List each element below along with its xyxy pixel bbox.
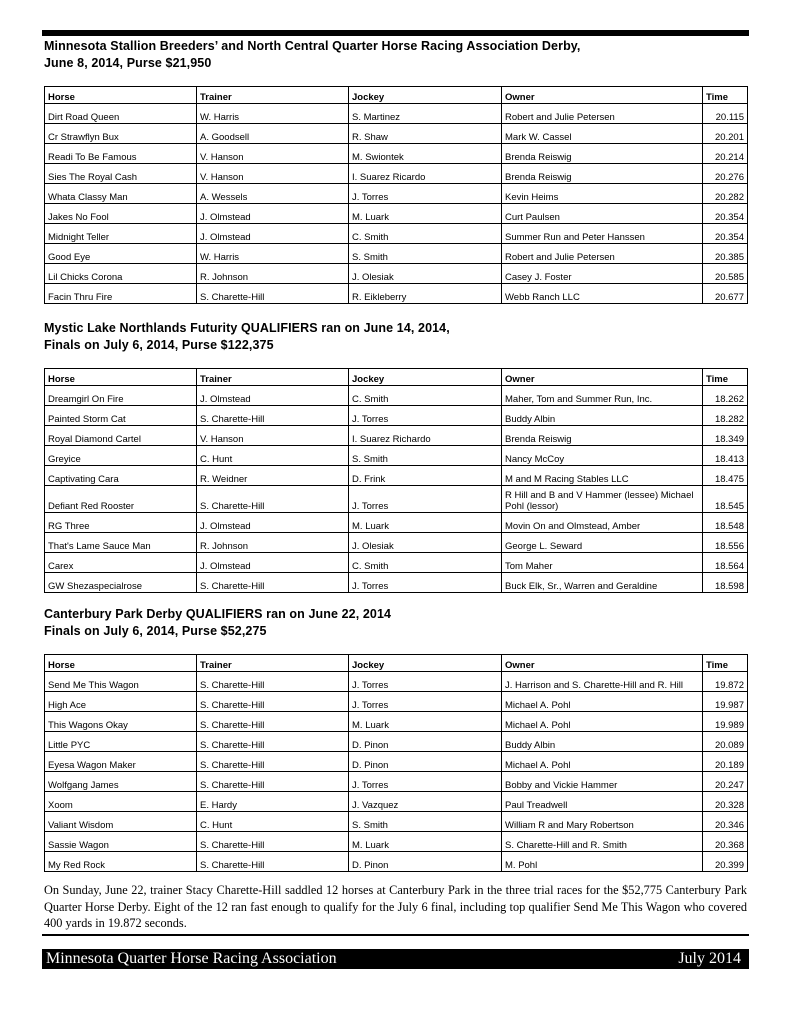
table-row — [45, 752, 748, 772]
section-title-line1: Minnesota Stallion Breeders’ and North Central Quarter Horse Racing Association Derby, — [44, 39, 581, 53]
time-cell: 20.399 — [703, 852, 748, 872]
owner-cell: Robert and Julie Petersen — [502, 104, 703, 124]
owner-cell: Brenda Reiswig — [502, 164, 703, 184]
column-header-owner: Owner — [502, 87, 703, 104]
time-cell: 20.354 — [703, 204, 748, 224]
trainer-cell: W. Harris — [197, 244, 349, 264]
footer-organization: Minnesota Quarter Horse Racing Association — [46, 950, 337, 967]
time-cell: 18.282 — [703, 406, 748, 426]
table-row — [45, 486, 748, 513]
time-cell: 20.346 — [703, 812, 748, 832]
section-title-line2: June 8, 2014, Purse $21,950 — [44, 56, 212, 70]
column-header-time: Time — [703, 369, 748, 386]
trainer-cell: S. Charette-Hill — [197, 832, 349, 852]
footer-date: July 2014 — [678, 950, 741, 967]
owner-cell: Summer Run and Peter Hanssen — [502, 224, 703, 244]
table-row — [45, 124, 748, 144]
owner-cell: Buck Elk, Sr., Warren and Geraldine — [502, 573, 703, 593]
table-row — [45, 104, 748, 124]
trainer-cell: S. Charette-Hill — [197, 486, 349, 513]
horse-cell: Painted Storm Cat — [45, 406, 197, 426]
owner-cell: William R and Mary Robertson — [502, 812, 703, 832]
trainer-cell: S. Charette-Hill — [197, 406, 349, 426]
table-header-row — [45, 655, 748, 672]
trainer-cell: J. Olmstead — [197, 386, 349, 406]
horse-cell: Sies The Royal Cash — [45, 164, 197, 184]
table-row — [45, 533, 748, 553]
trainer-cell: J. Olmstead — [197, 513, 349, 533]
footer-rule — [42, 934, 749, 936]
table-row — [45, 792, 748, 812]
column-header-owner: Owner — [502, 369, 703, 386]
horse-cell: RG Three — [45, 513, 197, 533]
jockey-cell: C. Smith — [349, 224, 502, 244]
horse-cell: Xoom — [45, 792, 197, 812]
owner-cell: M. Pohl — [502, 852, 703, 872]
trainer-cell: V. Hanson — [197, 144, 349, 164]
table-row — [45, 144, 748, 164]
jockey-cell: J. Torres — [349, 573, 502, 593]
trainer-cell: R. Weidner — [197, 466, 349, 486]
time-cell: 20.201 — [703, 124, 748, 144]
section-canterbury-derby — [44, 606, 748, 872]
time-cell: 18.556 — [703, 533, 748, 553]
jockey-cell: J. Vazquez — [349, 792, 502, 812]
horse-cell: Good Eye — [45, 244, 197, 264]
section-title-line2: Finals on July 6, 2014, Purse $122,375 — [44, 338, 274, 352]
time-cell: 18.262 — [703, 386, 748, 406]
trainer-cell: S. Charette-Hill — [197, 672, 349, 692]
jockey-cell: J. Olesiak — [349, 533, 502, 553]
horse-cell: Wolfgang James — [45, 772, 197, 792]
owner-cell: Robert and Julie Petersen — [502, 244, 703, 264]
horse-cell: Jakes No Fool — [45, 204, 197, 224]
horse-cell: My Red Rock — [45, 852, 197, 872]
column-header-time: Time — [703, 655, 748, 672]
table-row — [45, 692, 748, 712]
table-row — [45, 164, 748, 184]
owner-cell: Brenda Reiswig — [502, 144, 703, 164]
owner-cell: Buddy Albin — [502, 732, 703, 752]
time-cell: 20.247 — [703, 772, 748, 792]
table-header-row — [45, 369, 748, 386]
table-row — [45, 426, 748, 446]
owner-cell: Brenda Reiswig — [502, 426, 703, 446]
section-title-line1: Canterbury Park Derby QUALIFIERS ran on June 22, 2014 — [44, 607, 392, 621]
horse-cell: Eyesa Wagon Maker — [45, 752, 197, 772]
horse-cell: Sassie Wagon — [45, 832, 197, 852]
column-header-horse: Horse — [45, 655, 197, 672]
time-cell: 20.328 — [703, 792, 748, 812]
column-header-trainer: Trainer — [197, 655, 349, 672]
jockey-cell: C. Smith — [349, 386, 502, 406]
trainer-cell: S. Charette-Hill — [197, 852, 349, 872]
trainer-cell: C. Hunt — [197, 812, 349, 832]
results-table — [44, 654, 748, 872]
table-row — [45, 832, 748, 852]
time-cell: 19.872 — [703, 672, 748, 692]
horse-cell: Little PYC — [45, 732, 197, 752]
owner-cell: Maher, Tom and Summer Run, Inc. — [502, 386, 703, 406]
horse-cell: Captivating Cara — [45, 466, 197, 486]
horse-cell: Defiant Red Rooster — [45, 486, 197, 513]
owner-cell: Bobby and Vickie Hammer — [502, 772, 703, 792]
owner-cell: Curt Paulsen — [502, 204, 703, 224]
column-header-time: Time — [703, 87, 748, 104]
time-cell: 19.989 — [703, 712, 748, 732]
jockey-cell: D. Pinon — [349, 852, 502, 872]
owner-cell: Mark W. Cassel — [502, 124, 703, 144]
jockey-cell: S. Smith — [349, 446, 502, 466]
trainer-cell: W. Harris — [197, 104, 349, 124]
time-cell: 20.282 — [703, 184, 748, 204]
time-cell: 20.276 — [703, 164, 748, 184]
horse-cell: Readi To Be Famous — [45, 144, 197, 164]
column-header-jockey: Jockey — [349, 655, 502, 672]
trainer-cell: S. Charette-Hill — [197, 752, 349, 772]
time-cell: 18.564 — [703, 553, 748, 573]
jockey-cell: M. Luark — [349, 832, 502, 852]
time-cell: 18.548 — [703, 513, 748, 533]
column-header-jockey: Jockey — [349, 87, 502, 104]
trainer-cell: S. Charette-Hill — [197, 573, 349, 593]
jockey-cell: J. Torres — [349, 772, 502, 792]
owner-cell: Michael A. Pohl — [502, 752, 703, 772]
section-title-line1: Mystic Lake Northlands Futurity QUALIFIERS ran on June 14, 2014, — [44, 321, 450, 335]
time-cell: 20.385 — [703, 244, 748, 264]
table-row — [45, 264, 748, 284]
jockey-cell: J. Torres — [349, 184, 502, 204]
owner-cell: Webb Ranch LLC — [502, 284, 703, 304]
owner-cell: Movin On and Olmstead, Amber — [502, 513, 703, 533]
column-header-trainer: Trainer — [197, 87, 349, 104]
table-row — [45, 513, 748, 533]
horse-cell: Dreamgirl On Fire — [45, 386, 197, 406]
table-row — [45, 573, 748, 593]
jockey-cell: J. Olesiak — [349, 264, 502, 284]
table-row — [45, 466, 748, 486]
horse-cell: That's Lame Sauce Man — [45, 533, 197, 553]
horse-cell: Royal Diamond Cartel — [45, 426, 197, 446]
results-table — [44, 86, 748, 304]
table-row — [45, 772, 748, 792]
table-row — [45, 204, 748, 224]
column-header-owner: Owner — [502, 655, 703, 672]
time-cell: 20.368 — [703, 832, 748, 852]
column-header-horse: Horse — [45, 87, 197, 104]
horse-cell: Midnight Teller — [45, 224, 197, 244]
trainer-cell: S. Charette-Hill — [197, 772, 349, 792]
jockey-cell: J. Torres — [349, 406, 502, 426]
trainer-cell: A. Wessels — [197, 184, 349, 204]
owner-cell: Kevin Heims — [502, 184, 703, 204]
table-header-row — [45, 87, 748, 104]
section-title-line2: Finals on July 6, 2014, Purse $52,275 — [44, 624, 267, 638]
jockey-cell: D. Pinon — [349, 732, 502, 752]
horse-cell: Facin Thru Fire — [45, 284, 197, 304]
trainer-cell: S. Charette-Hill — [197, 284, 349, 304]
trainer-cell: S. Charette-Hill — [197, 732, 349, 752]
section-stallion-breeders-derby — [44, 38, 748, 304]
time-cell: 20.585 — [703, 264, 748, 284]
owner-cell: M and M Racing Stables LLC — [502, 466, 703, 486]
time-cell: 19.987 — [703, 692, 748, 712]
horse-cell: Cr Strawflyn Bux — [45, 124, 197, 144]
horse-cell: Send Me This Wagon — [45, 672, 197, 692]
owner-cell: George L. Seward — [502, 533, 703, 553]
table-row — [45, 732, 748, 752]
horse-cell: Lil Chicks Corona — [45, 264, 197, 284]
table-row — [45, 852, 748, 872]
jockey-cell: D. Pinon — [349, 752, 502, 772]
trainer-cell: R. Johnson — [197, 264, 349, 284]
jockey-cell: S. Martinez — [349, 104, 502, 124]
table-row — [45, 386, 748, 406]
time-cell: 18.598 — [703, 573, 748, 593]
jockey-cell: M. Luark — [349, 204, 502, 224]
table-row — [45, 812, 748, 832]
table-row — [45, 553, 748, 573]
time-cell: 18.545 — [703, 486, 748, 513]
table-row — [45, 184, 748, 204]
horse-cell: High Ace — [45, 692, 197, 712]
trainer-cell: R. Johnson — [197, 533, 349, 553]
horse-cell: This Wagons Okay — [45, 712, 197, 732]
jockey-cell: S. Smith — [349, 812, 502, 832]
trainer-cell: J. Olmstead — [197, 204, 349, 224]
table-row — [45, 406, 748, 426]
owner-cell: Tom Maher — [502, 553, 703, 573]
time-cell: 20.115 — [703, 104, 748, 124]
horse-cell: Whata Classy Man — [45, 184, 197, 204]
jockey-cell: R. Shaw — [349, 124, 502, 144]
table-row — [45, 244, 748, 264]
table-row — [45, 672, 748, 692]
jockey-cell: C. Smith — [349, 553, 502, 573]
horse-cell: GW Shezaspecialrose — [45, 573, 197, 593]
trainer-cell: C. Hunt — [197, 446, 349, 466]
table-row — [45, 284, 748, 304]
jockey-cell: M. Swiontek — [349, 144, 502, 164]
horse-cell: Greyice — [45, 446, 197, 466]
jockey-cell: J. Torres — [349, 692, 502, 712]
section-northlands-futurity — [44, 320, 748, 593]
owner-cell: Michael A. Pohl — [502, 712, 703, 732]
time-cell: 20.189 — [703, 752, 748, 772]
jockey-cell: S. Smith — [349, 244, 502, 264]
time-cell: 18.413 — [703, 446, 748, 466]
horse-cell: Dirt Road Queen — [45, 104, 197, 124]
owner-cell: Michael A. Pohl — [502, 692, 703, 712]
results-table — [44, 368, 748, 593]
jockey-cell: M. Luark — [349, 712, 502, 732]
horse-cell: Carex — [45, 553, 197, 573]
time-cell: 18.349 — [703, 426, 748, 446]
trainer-cell: E. Hardy — [197, 792, 349, 812]
owner-cell: Casey J. Foster — [502, 264, 703, 284]
owner-cell: Paul Treadwell — [502, 792, 703, 812]
summary-paragraph: On Sunday, June 22, trainer Stacy Charette-Hill saddled 12 horses at Canterbury Park in the three trial races for the $52,775 Canterbury Park Quarter Horse Derby. Eight of the 12 ran fast enough to qualify for the July 6 final, including top qualifier Send Me This Wagon who covered 400 yards in 19.872 seconds. — [44, 883, 747, 930]
jockey-cell: M. Luark — [349, 513, 502, 533]
trainer-cell: S. Charette-Hill — [197, 712, 349, 732]
time-cell: 20.677 — [703, 284, 748, 304]
column-header-jockey: Jockey — [349, 369, 502, 386]
jockey-cell: R. Eikleberry — [349, 284, 502, 304]
owner-cell: J. Harrison and S. Charette-Hill and R. Hill — [502, 672, 703, 692]
table-row — [45, 224, 748, 244]
jockey-cell: J. Torres — [349, 672, 502, 692]
jockey-cell: I. Suarez Richardo — [349, 426, 502, 446]
trainer-cell: J. Olmstead — [197, 224, 349, 244]
time-cell: 18.475 — [703, 466, 748, 486]
trainer-cell: J. Olmstead — [197, 553, 349, 573]
footer-bar — [42, 949, 749, 969]
jockey-cell: D. Frink — [349, 466, 502, 486]
owner-cell: S. Charette-Hill and R. Smith — [502, 832, 703, 852]
column-header-horse: Horse — [45, 369, 197, 386]
table-row — [45, 446, 748, 466]
owner-cell: Nancy McCoy — [502, 446, 703, 466]
jockey-cell: I. Suarez Ricardo — [349, 164, 502, 184]
jockey-cell: J. Torres — [349, 486, 502, 513]
time-cell: 20.354 — [703, 224, 748, 244]
horse-cell: Valiant Wisdom — [45, 812, 197, 832]
trainer-cell: S. Charette-Hill — [197, 692, 349, 712]
column-header-trainer: Trainer — [197, 369, 349, 386]
time-cell: 20.214 — [703, 144, 748, 164]
trainer-cell: A. Goodsell — [197, 124, 349, 144]
top-rule — [42, 30, 749, 36]
owner-cell: R Hill and B and V Hammer (lessee) Michael Pohl (lessor) — [502, 486, 703, 513]
trainer-cell: V. Hanson — [197, 426, 349, 446]
trainer-cell: V. Hanson — [197, 164, 349, 184]
time-cell: 20.089 — [703, 732, 748, 752]
owner-cell: Buddy Albin — [502, 406, 703, 426]
table-row — [45, 712, 748, 732]
